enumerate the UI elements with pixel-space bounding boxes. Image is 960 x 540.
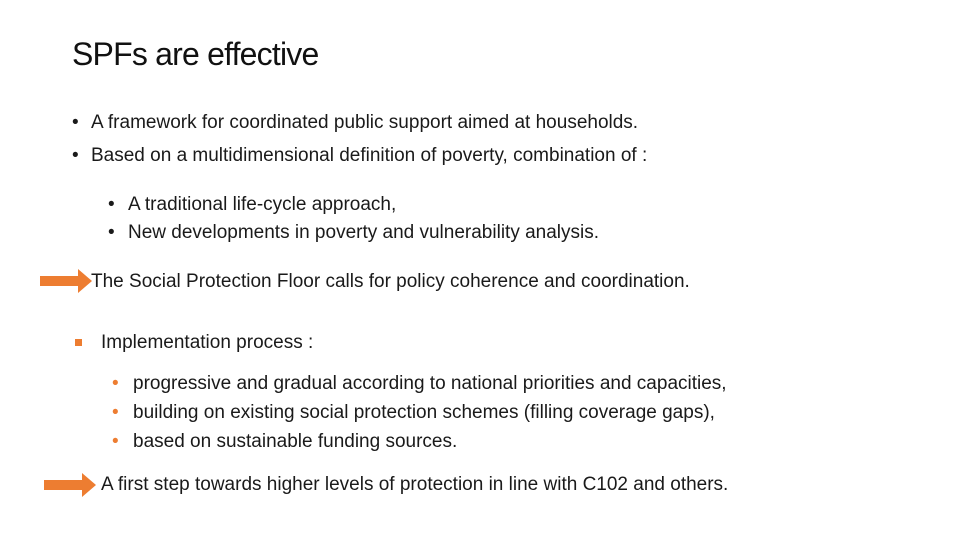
slide-title: SPFs are effective — [72, 36, 319, 72]
bullet-text-multidimensional: Based on a multidimensional definition of poverty, combination of : — [91, 145, 648, 166]
square-bullet-icon — [75, 339, 82, 346]
right-arrow-icon — [44, 472, 96, 498]
bullet-text-framework: A framework for coordinated public support aimed at households. — [91, 112, 639, 133]
arrow-statement-policy-coherence: The Social Protection Floor calls for policy coherence and coordination. — [91, 271, 690, 292]
right-arrow-icon — [40, 268, 92, 294]
sub-bullet-text-new-developments: New developments in poverty and vulnerability analysis. — [128, 222, 600, 243]
implementation-item-funding: based on sustainable funding sources. — [133, 431, 458, 452]
implementation-item-building: building on existing social protection schemes (filling coverage gaps), — [133, 402, 715, 423]
bullet-icon: • — [72, 112, 79, 133]
bullet-icon: • — [72, 145, 79, 166]
section-heading-implementation: Implementation process : — [101, 332, 314, 353]
sub-bullet-text-life-cycle: A traditional life-cycle approach, — [128, 194, 397, 215]
orange-bullet-icon: • — [112, 431, 119, 452]
orange-bullet-icon: • — [112, 373, 119, 394]
arrow-statement-first-step: A first step towards higher levels of protection in line with C102 and others. — [101, 474, 729, 495]
orange-bullet-icon: • — [112, 402, 119, 423]
bullet-icon: • — [108, 222, 115, 243]
bullet-icon: • — [108, 194, 115, 215]
implementation-item-progressive: progressive and gradual according to national priorities and capacities, — [133, 373, 727, 394]
